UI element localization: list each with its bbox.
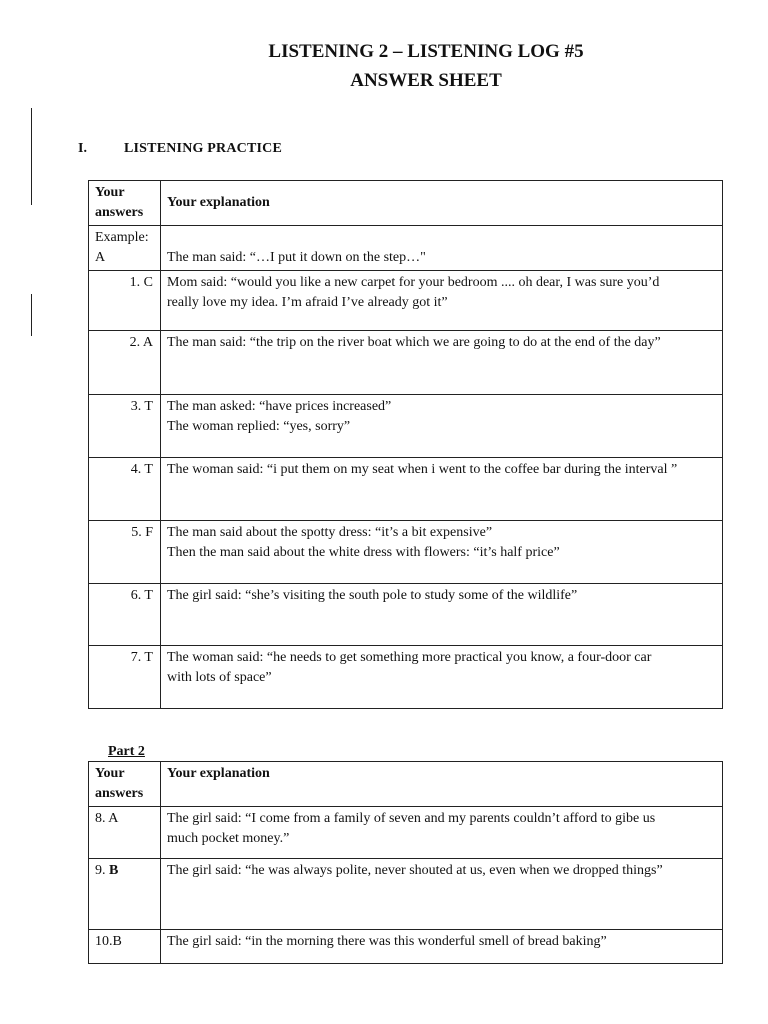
- answer-table-part2: [88, 761, 723, 964]
- explanation-cell: [161, 807, 723, 859]
- document-subtitle: ANSWER SHEET: [350, 70, 502, 91]
- table-row: [89, 646, 723, 709]
- explanation-line: The man said about the spotty dress: “it’s a bit expensive”: [167, 525, 493, 540]
- table-row: [89, 859, 723, 930]
- answer-cell: 7. T: [89, 646, 161, 709]
- answer-table-part1: [88, 180, 723, 709]
- answer-cell: [89, 859, 161, 930]
- table-row-example: [89, 226, 723, 271]
- explanation-cell: [161, 646, 723, 709]
- answer-cell: [89, 807, 161, 859]
- explanation-line: Then the man said about the white dress with flowers: “it’s half price”: [167, 545, 560, 560]
- explanation-line: The man asked: “have prices increased”: [167, 399, 392, 414]
- example-label: Example:: [95, 230, 149, 245]
- explanation-line: The woman said: “i put them on my seat when i went to the coffee bar during the interval ”: [167, 462, 678, 477]
- section-number: I.: [78, 141, 87, 156]
- answer-cell: 1. C: [89, 271, 161, 331]
- explanation-cell: [161, 584, 723, 646]
- explanation-line: The girl said: “in the morning there was this wonderful smell of bread baking”: [167, 934, 607, 949]
- answer-letter: B: [109, 863, 119, 878]
- explanation-line: Mom said: “would you like a new carpet for your bedroom .... oh dear, I was sure you’d: [167, 275, 660, 290]
- explanation-cell: [161, 331, 723, 395]
- answer-cell: 2. A: [89, 331, 161, 395]
- answer-cell: 4. T: [89, 458, 161, 521]
- answer-number: 10.B: [95, 934, 122, 949]
- explanation-line: The man said: “the trip on the river boat which we are going to do at the end of the day”: [167, 335, 661, 350]
- header-explanation: Your explanation: [161, 762, 723, 807]
- example-explanation: The man said: “…I put it down on the step…": [161, 226, 723, 271]
- table-row: [89, 331, 723, 395]
- example-answer: A: [95, 250, 106, 265]
- margin-change-bar: [31, 294, 32, 336]
- table-header-row: [89, 762, 723, 807]
- table-row: [89, 930, 723, 964]
- answer-number: 9.: [95, 863, 109, 878]
- explanation-cell: [161, 859, 723, 930]
- explanation-cell: [161, 521, 723, 584]
- explanation-line: The girl said: “she’s visiting the south pole to study some of the wildlife”: [167, 588, 578, 603]
- part2-heading: Part 2: [108, 744, 145, 759]
- table-row: [89, 395, 723, 458]
- table-row: [89, 458, 723, 521]
- example-cell: [89, 226, 161, 271]
- table-header-row: [89, 181, 723, 226]
- explanation-cell: [161, 458, 723, 521]
- header-answers: Your answers: [89, 762, 161, 807]
- margin-change-bar: [31, 108, 32, 205]
- table-row: [89, 271, 723, 331]
- document-title: LISTENING 2 – LISTENING LOG #5: [268, 41, 584, 62]
- table-row: [89, 584, 723, 646]
- explanation-line: with lots of space”: [167, 670, 272, 685]
- table-row: [89, 521, 723, 584]
- answer-cell: 5. F: [89, 521, 161, 584]
- explanation-line: The girl said: “he was always polite, never shouted at us, even when we dropped things”: [167, 863, 663, 878]
- answer-cell: 3. T: [89, 395, 161, 458]
- explanation-line: The girl said: “I come from a family of seven and my parents couldn’t afford to gibe us: [167, 811, 656, 826]
- table-row: [89, 807, 723, 859]
- explanation-cell: [161, 930, 723, 964]
- answer-number: 8. A: [95, 811, 119, 826]
- section-title: LISTENING PRACTICE: [124, 141, 283, 156]
- explanation-line: The woman said: “he needs to get something more practical you know, a four-door car: [167, 650, 652, 665]
- answer-cell: 6. T: [89, 584, 161, 646]
- explanation-cell: [161, 395, 723, 458]
- header-answers: Your answers: [89, 181, 161, 226]
- explanation-line: really love my idea. I’m afraid I’ve already got it”: [167, 295, 448, 310]
- explanation-cell: [161, 271, 723, 331]
- explanation-line: much pocket money.”: [167, 831, 290, 846]
- explanation-line: The woman replied: “yes, sorry”: [167, 419, 351, 434]
- header-explanation: Your explanation: [161, 181, 723, 226]
- answer-cell: [89, 930, 161, 964]
